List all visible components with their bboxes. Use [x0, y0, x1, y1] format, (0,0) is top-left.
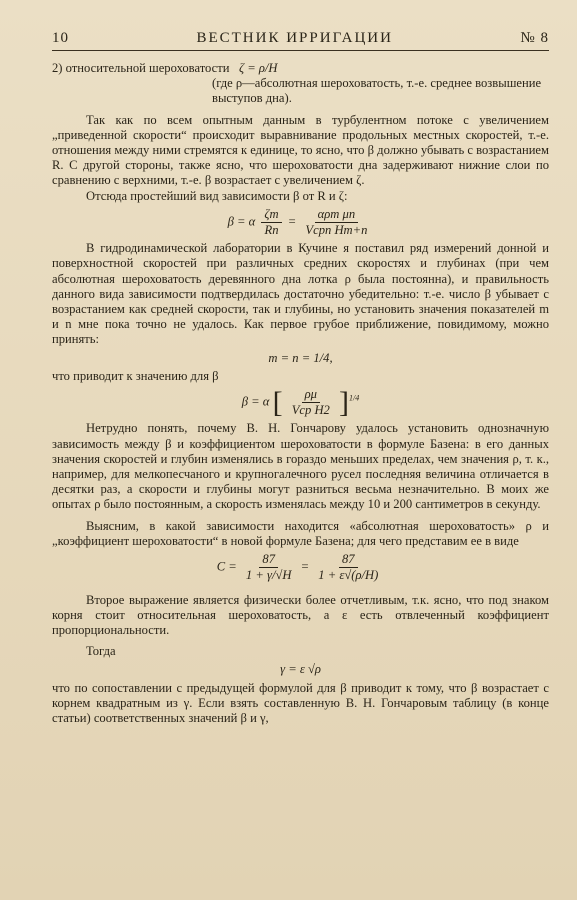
- issue-number: № 8: [520, 30, 549, 46]
- formula3-lhs: β = α: [241, 394, 270, 409]
- paragraph-4: что приводит к значению для β: [52, 368, 219, 383]
- formula1-den2: Vcpn Hm+n: [305, 223, 368, 238]
- paragraph-7: Второе выражение является физически более отчетливым, т.к. ясно, что под знаком корня стоит относительная шероховатость, а ε есть отвлеченный коэффициент пропорциональности.: [52, 592, 549, 637]
- formula4-den1: 1 + γ/√H: [245, 568, 292, 583]
- formula-bazin: [52, 552, 549, 583]
- formula1-lhs: β = α: [227, 214, 256, 229]
- journal-title: ВЕСТНИК ИРРИГАЦИИ: [196, 30, 393, 46]
- formula-zeta: ζ = ρ/H: [238, 61, 278, 75]
- formula3-den: Vcp H2: [291, 403, 330, 418]
- formula4-eq: =: [300, 559, 310, 574]
- formula-m-n: m = n = 1/4,: [268, 350, 333, 365]
- paragraph-6: Выясним, в какой зависимости находится «абсолютная шероховатость» ρ и „коэффициент шероховатости“ в новой формуле Базена; для чего представим ее в виде: [52, 518, 549, 548]
- item-2-label: 2) относительной шероховатости: [52, 61, 230, 75]
- page-header: [52, 30, 549, 51]
- formula1-den1: Rn: [264, 223, 279, 238]
- formula-beta-general: [52, 207, 549, 238]
- formula4-num1: 87: [259, 552, 278, 568]
- formula1-num2: αρm μn: [315, 207, 359, 223]
- formula-gamma: γ = ε √ρ: [280, 662, 321, 677]
- paragraph-5: Нетрудно понять, почему В. Н. Гончарову удалось установить однозначную зависимость между β и коэффициентом шероховатости в формуле Базена: в его данных значения скоростей и глубин изменялись в гораздо меньших пределах, чем значения ρ, т. к., например, для мелкопесчаного и крупногалечного русел последняя величина отличается в десятки раз, а скорости и глубины могут разниться весьма незначительно. В моих же опытах ρ было постоянным, а скорость изменялась между 10 и 200 сантиметров в секунду.: [52, 421, 549, 512]
- page-number: 10: [52, 30, 69, 46]
- article-body: [52, 51, 549, 726]
- paragraph-2: Отсюда простейший вид зависимости β от R и ζ:: [86, 188, 348, 203]
- formula4-lhs: C =: [216, 559, 237, 574]
- formula1-eq: =: [287, 214, 297, 229]
- formula3-exponent: 1/4: [349, 393, 360, 403]
- paragraph-3: В гидродинамической лаборатории в Кучине я поставил ряд измерений донной и поверхностной скоростей при различных средних скоростях и глубинах (при чем абсолютная шероховатость деревянного дна лотка ρ была постоянна), и правильность данного вида зависимости подтвердилась достаточно убедительно: т.-е. число β убывает с возрастанием как средней скорости, так и глубины, но установить значения показателей m и n мне пока точно не удалось. Как первое грубое приближение, повидимому, можно принять:: [52, 241, 549, 347]
- item-2: [52, 61, 549, 76]
- formula4-den2: 1 + ε√(ρ/H): [318, 568, 379, 583]
- paragraph-9: что по сопоставлении с предыдущей формулой для β приводит к тому, что β возрастает с корнем квадратным из γ. Если взять составленную В. Н. Гончаровым таблицу (в конце статьи) соответственных значений β и γ,: [52, 680, 549, 725]
- formula3-num: ρμ: [302, 387, 320, 403]
- formula1-num1: ζm: [261, 207, 281, 223]
- item-2-note: (где ρ—абсолютная шероховатость, т.-е. среднее возвышение выступов дна).: [212, 76, 542, 106]
- formula-beta-specific: β = α [ $\frac{\rho\mu}{\text{Vcp H2}}$ ]$^{1/4}$: [241, 386, 360, 420]
- formula4-num2: 87: [339, 552, 358, 568]
- paragraph-1: Так как по всем опытным данным в турбулентном потоке с увеличением „приведенной скорости“ происходит выравнивание продольных местных скоростей, т.-е. отношения между ними стремятся к единице, то ясно, что β должно убывать с возрастанием R. С другой стороны, также ясно, что шероховатости дна задерживают нижние слои по сравнению с верхними, т.-е. β возрастает с увеличением ζ.: [52, 112, 549, 188]
- paragraph-8: Тогда: [86, 644, 116, 659]
